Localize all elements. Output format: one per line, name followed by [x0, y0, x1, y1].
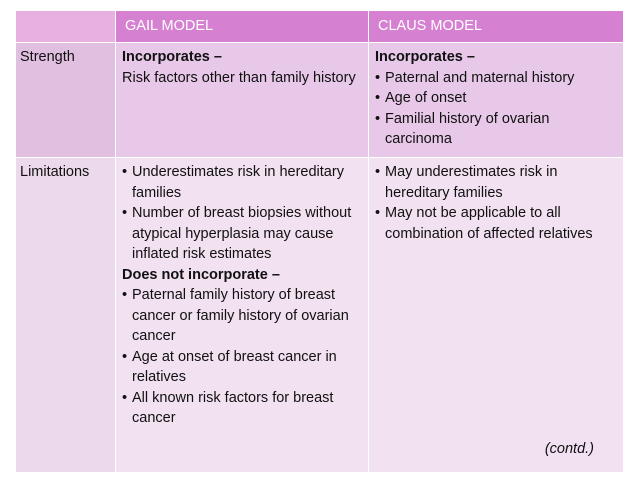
gail-limitations-cell — [116, 158, 369, 473]
gail-strength-text: Risk factors other than family history — [122, 69, 356, 86]
header-gail-model: GAIL MODEL — [116, 11, 369, 43]
comparison-table — [15, 10, 624, 473]
gail-strength-cell — [116, 43, 369, 158]
row-label-limitations: Limitations — [20, 164, 90, 180]
gail-limitations-list — [122, 162, 362, 265]
list-item: • May not be applicable to all combination of affected relatives — [375, 203, 617, 244]
claus-limitations-list — [375, 162, 617, 244]
table-row-strength — [16, 43, 624, 158]
list-item: • Paternal and maternal history — [375, 68, 617, 89]
header-claus-model: CLAUS MODEL — [369, 11, 624, 43]
gail-strength-heading: Incorporates – — [122, 49, 222, 65]
row-label-strength: Strength — [20, 49, 75, 65]
row-label-cell — [16, 158, 116, 473]
gail-not-incorporated-list — [122, 285, 362, 429]
list-item: • May underestimates risk in hereditary families — [375, 162, 617, 203]
row-label-cell — [16, 43, 116, 158]
list-item: • Paternal family history of breast cancer or family history of ovarian cancer — [122, 285, 362, 347]
list-item: • All known risk factors for breast cancer — [122, 388, 362, 429]
list-item: • Number of breast biopsies without atypical hyperplasia may cause inflated risk estimates — [122, 203, 362, 265]
header-corner — [16, 11, 116, 43]
claus-limitations-cell — [369, 158, 624, 473]
list-item: • Age at onset of breast cancer in relatives — [122, 347, 362, 388]
table-row-limitations — [16, 158, 624, 473]
list-item: • Underestimates risk in hereditary families — [122, 162, 362, 203]
gail-does-not-incorporate-heading: Does not incorporate – — [122, 266, 280, 283]
claus-strength-heading: Incorporates – — [375, 49, 475, 65]
continued-note: (contd.) — [544, 441, 594, 457]
header-row — [16, 11, 624, 43]
claus-strength-cell — [369, 43, 624, 158]
claus-strength-list — [375, 68, 617, 150]
list-item: • Age of onset — [375, 88, 617, 109]
list-item: • Familial history of ovarian carcinoma — [375, 109, 617, 150]
